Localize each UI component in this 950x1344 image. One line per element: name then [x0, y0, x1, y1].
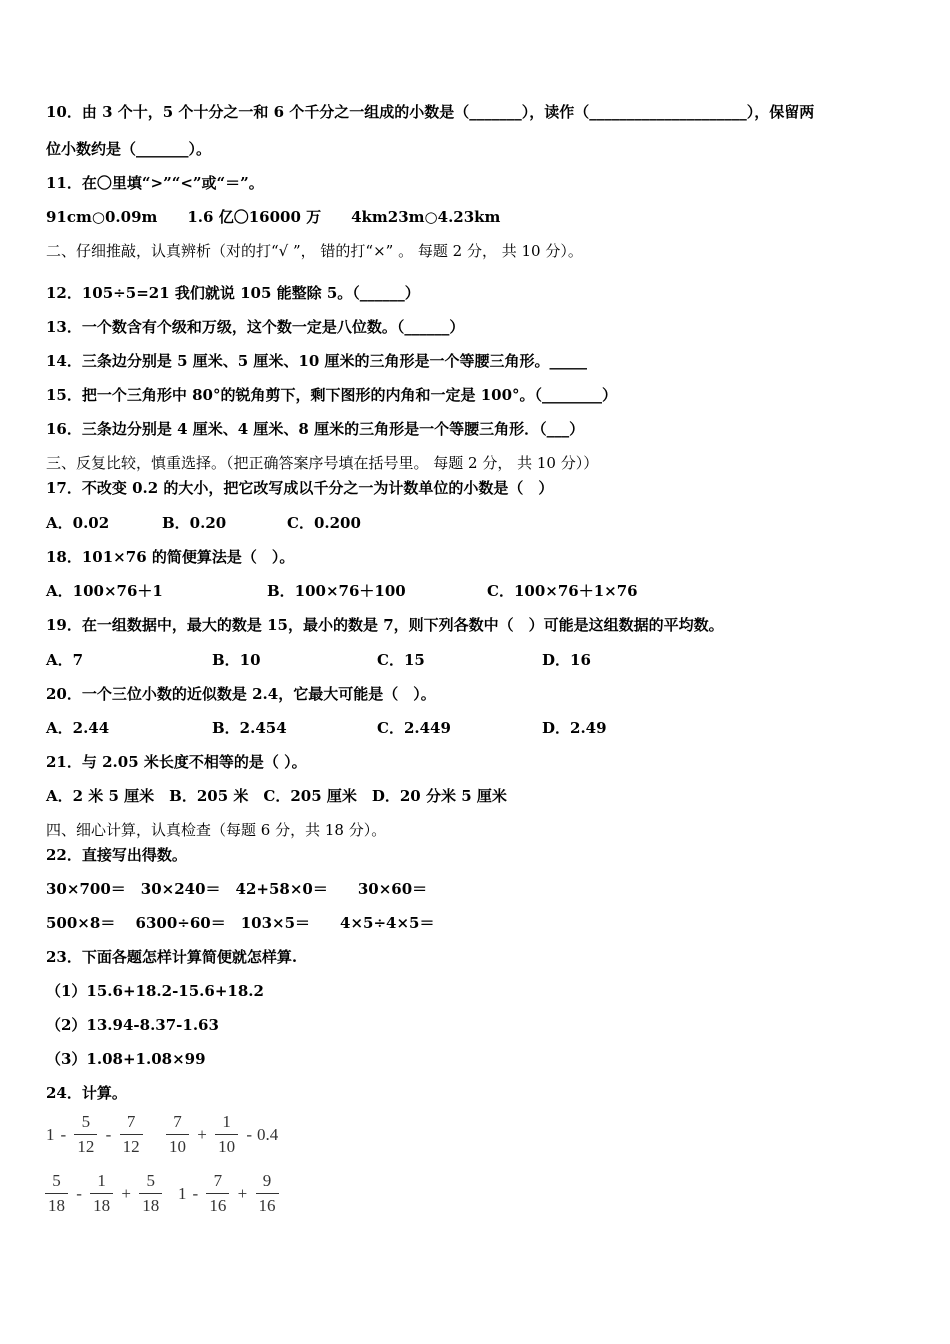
fraction-expression-2: $\frac{7}{10}$ + $\frac{1}{10}$ - 0.4 — [165, 1112, 281, 1157]
fraction-expression-4: 1 - $\frac{7}{16}$ + $\frac{9}{16}$ — [178, 1171, 280, 1216]
q20-option-b[interactable]: B．2.454 — [212, 719, 287, 737]
q24: 24．计算。 — [46, 1084, 127, 1102]
q17: 17．不改变 0.2 的大小，把它改写成以千分之一为计数单位的小数是（ ） — [46, 479, 554, 497]
q20: 20．一个三位小数的近似数是 2.4，它最大可能是（ ）。 — [46, 685, 436, 703]
q20-option-a[interactable]: A．2.44 — [46, 719, 110, 737]
q11: 11．在〇里填“>”“<”或“＝”。 — [46, 174, 264, 192]
q22-row-1: 30×700＝ 30×240＝ 42+58×0＝ 30×60＝ — [46, 880, 428, 898]
q17-option-a[interactable]: A．0.02 — [46, 514, 110, 532]
q19-option-a[interactable]: A．7 — [46, 651, 84, 669]
q19-option-b[interactable]: B．10 — [212, 651, 261, 669]
q15: 15．把一个三角形中 80°的锐角剪下，剩下图形的内角和一定是 100°。（________） — [46, 386, 618, 404]
section-3-heading: 三、反复比较，慎重选择。（把正确答案序号填在括号里。 每题 2 分， 共 10 分）） — [46, 454, 599, 472]
q14: 14．三条边分别是 5 厘米、5 厘米、10 厘米的三角形是一个等腰三角形。_____ — [46, 352, 588, 370]
q22: 22．直接写出得数。 — [46, 846, 187, 864]
q20-option-d[interactable]: D．2.49 — [542, 719, 607, 737]
q19: 19．在一组数据中，最大的数是 15，最小的数是 7，则下列各数中（ ）可能是这组数据的平均数。 — [46, 616, 724, 634]
q16: 16．三条边分别是 4 厘米、4 厘米、8 厘米的三角形是一个等腰三角形．（___） — [46, 420, 585, 438]
fraction-expression-1: 1 - $\frac{5}{12}$ - $\frac{7}{12}$ — [46, 1112, 144, 1157]
q21: 21．与 2.05 米长度不相等的是（ ）。 — [46, 753, 307, 771]
q17-option-b[interactable]: B．0.20 — [162, 514, 227, 532]
q10-line2: 位小数约是（_______）。 — [46, 140, 212, 158]
section-4-heading: 四、细心计算，认真检查（每题 6 分，共 18 分）。 — [46, 821, 387, 839]
q10-line1: 10．由 3 个十，5 个十分之一和 6 个千分之一组成的小数是（_______），读作（_____________________），保留两 — [46, 103, 815, 121]
section-2-heading: 二、仔细推敲，认真辨析（对的打“√ ”， 错的打“×” 。 每题 2 分， 共 10 分）。 — [46, 242, 583, 260]
q13: 13．一个数含有个级和万级，这个数一定是八位数。（______） — [46, 318, 465, 336]
q23: 23．下面各题怎样计算简便就怎样算. — [46, 948, 298, 966]
q18-option-c[interactable]: C．100×76＋1×76 — [487, 582, 638, 600]
q17-option-c[interactable]: C．0.200 — [287, 514, 361, 532]
q23-item-1: （1）15.6+18.2-15.6+18.2 — [46, 982, 264, 1000]
q23-item-3: （3）1.08+1.08×99 — [46, 1050, 206, 1068]
q11-items: 91cm○0.09m 1.6 亿〇16000 万 4km23m○4.23km — [46, 208, 501, 226]
q18-option-a[interactable]: A．100×76＋1 — [46, 582, 163, 600]
q21-options[interactable]: A．2 米 5 厘米 B．205 米 C．205 厘米 D．20 分米 5 厘米 — [46, 787, 507, 805]
q12: 12．105÷5=21 我们就说 105 能整除 5。（______） — [46, 284, 420, 302]
q23-item-2: （2）13.94-8.37-1.63 — [46, 1016, 219, 1034]
q20-option-c[interactable]: C．2.449 — [377, 719, 451, 737]
q19-option-c[interactable]: C．15 — [377, 651, 425, 669]
fraction-expression-3: $\frac{5}{18}$ - $\frac{1}{18}$ + $\frac{5}{18}$ — [44, 1171, 163, 1216]
q18-option-b[interactable]: B．100×76＋100 — [267, 582, 406, 600]
q22-row-2: 500×8＝ 6300÷60＝ 103×5＝ 4×5÷4×5＝ — [46, 914, 435, 932]
q19-option-d[interactable]: D．16 — [542, 651, 591, 669]
q18: 18．101×76 的简便算法是（ ）。 — [46, 548, 295, 566]
